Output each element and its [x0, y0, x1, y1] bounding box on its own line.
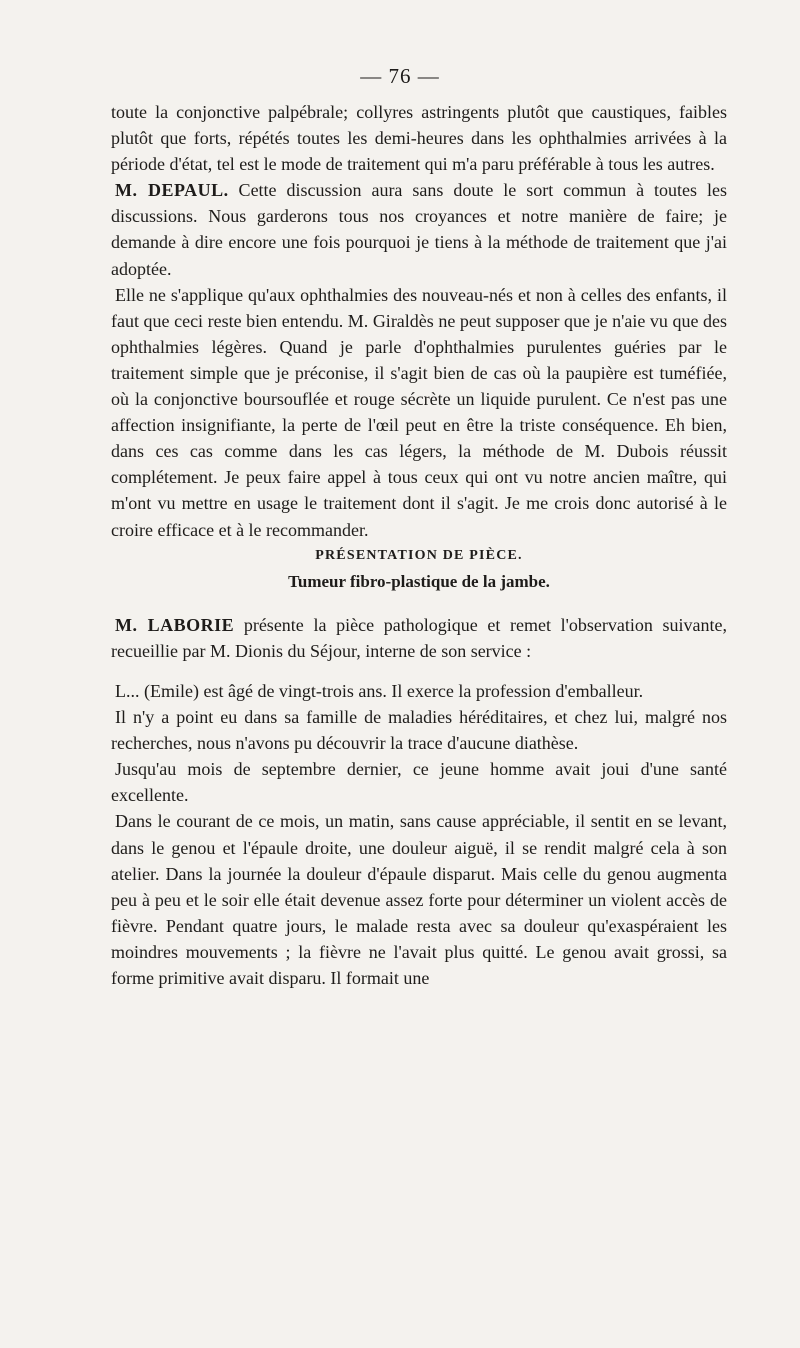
paragraph-2	[111, 177, 727, 281]
speaker-name: M. DEPAUL.	[115, 180, 229, 201]
section-subheading: Tumeur fibro-plastique de la jambe.	[288, 571, 550, 591]
paragraph-3	[111, 282, 727, 543]
paragraph-5	[111, 678, 727, 704]
paragraph-text: Elle ne s'applique qu'aux ophthalmies des nouveau-nés et non à celles des enfants, il faut que ceci reste bien entendu. M. Giraldès ne peut supposer que je n'aie vu que des ophthalmies légères. Quand je parle d'ophthalmies purulentes guéries par le traitement simple que je préconise, il s'agit bien de cas où la paupière est tuméfiée, où la conjonctive boursouflée et rouge sécrète un liquide purulent. Ce n'est pas une affection insignifiante, la perte de l'œil peut en être la triste conséquence. Eh bien, dans ces cas comme dans les cas légers, la méthode de M. Dubois réussit complétement. Je peux faire appel à tous ceux qui ont vu notre ancien maître, qui m'ont vu mettre en usage le traitement dont il s'agit. Je me crois donc autorisé à le croire efficace et à le recommander.	[111, 284, 727, 540]
paragraph-text: toute la conjonctive palpébrale; collyres astringents plutôt que caustiques, faibles plutôt que forts, répétés toutes les demi-heures dans les ophthalmies arrivées à la période d'état, tel est le mode de traitement qui m'a paru préférable à tous les autres.	[111, 102, 727, 175]
paragraph-text: Dans le courant de ce mois, un matin, sans cause appréciable, il sentit en se levant, dans le genou et l'épaule droite, une douleur aiguë, il se rendit malgré cela à son atelier. Dans la journée la douleur d'épaule disparut. Mais celle du genou augmenta peu à peu et le soir elle était devenue assez forte pour déterminer un violent accès de fièvre. Pendant quatre jours, le malade resta avec sa douleur qu'exaspéraient les moindres mouvements ; la fièvre ne l'avait plus quitté. Le genou avait grossi, sa forme primitive avait disparu. Il formait une	[111, 811, 727, 988]
paragraph-text: présente la pièce pathologique et remet l'observation suivante, recueillie par M. Dionis du Séjour, interne de son service :	[111, 614, 727, 661]
paragraph-4	[111, 612, 727, 664]
page-number: — 76 —	[360, 64, 440, 88]
paragraph-8	[111, 808, 727, 991]
page-body	[111, 99, 727, 991]
paragraph-6	[111, 704, 727, 756]
speaker-name: M. LABORIE	[115, 614, 235, 635]
paragraph-text: Jusqu'au mois de septembre dernier, ce jeune homme avait joui d'une santé excellente.	[111, 759, 727, 806]
paragraph-text: Cette discussion aura sans doute le sort commun à toutes les discussions. Nous garderons tous nos croyances et notre manière de faire; je demande à dire encore une fois pourquoi je tiens à la méthode de traitement que j'ai adoptée.	[111, 180, 727, 279]
paragraph-7	[111, 756, 727, 808]
section-heading: PRÉSENTATION DE PIÈCE.	[315, 547, 523, 563]
paragraph-text: Il n'y a point eu dans sa famille de maladies héréditaires, et chez lui, malgré nos recherches, nous n'avons pu découvrir la trace d'aucune diathèse.	[111, 707, 727, 754]
paragraph-text: L... (Emile) est âgé de vingt-trois ans. Il exerce la profession d'emballeur.	[115, 680, 644, 701]
paragraph-1	[111, 99, 727, 177]
